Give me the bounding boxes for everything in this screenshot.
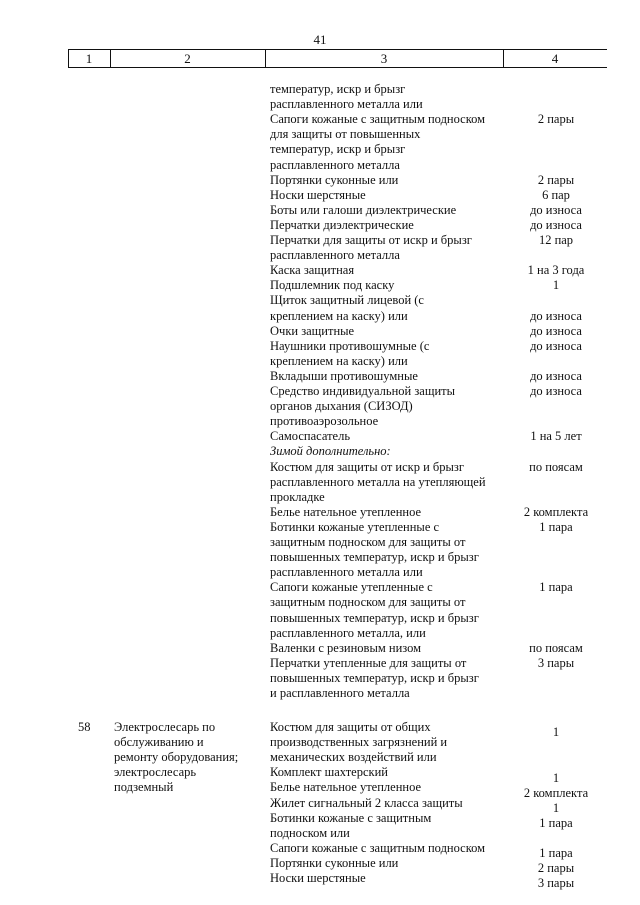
item-quantity: 1	[552, 770, 560, 785]
item-text-line: Костюм для защиты от общих	[270, 720, 431, 734]
item-text-line: и расплавленного металла	[270, 686, 410, 700]
item-text-line: расплавленного металла или	[270, 565, 423, 580]
item-text-line: Самоспасатель	[270, 429, 351, 444]
item-text-line: Костюм для защиты от искр и брызг	[270, 459, 465, 474]
header-col-3: 3	[380, 51, 388, 66]
item-quantity: 1 на 3 года	[527, 263, 585, 278]
item-text-line: Вкладыши противошумные	[270, 368, 418, 383]
item-text-line: Зимой дополнительно:	[270, 444, 391, 459]
item-quantity: по поясам	[529, 459, 583, 474]
profession-line: ремонту оборудования;	[114, 750, 239, 765]
item-text-line: расплавленного металла или	[270, 97, 423, 112]
item-text-line: Щиток защитный лицевой (с	[270, 293, 424, 308]
item-text-line: Валенки с резиновым низом	[270, 640, 422, 655]
item-text-line: Ботинки кожаные утепленные с	[270, 519, 440, 534]
item-text-line: Перчатки утепленные для защиты от	[270, 655, 467, 670]
item-quantity: 1 пара	[539, 846, 573, 861]
profession-line: подземный	[114, 780, 174, 795]
item-quantity: 1 на 5 лет	[530, 429, 582, 444]
item-quantity: до износа	[530, 338, 582, 353]
item-text-line: Перчатки для защиты от искр и брызг	[270, 233, 472, 247]
header-col-2: 2	[184, 51, 191, 66]
item-text-line: креплением на каску) или	[270, 353, 408, 368]
item-quantity: до износа	[530, 368, 582, 383]
page-number: 41	[313, 32, 327, 47]
header-col-4: 4	[551, 51, 559, 66]
item-quantity: 2 комплекта	[523, 504, 589, 519]
item-text-line: Белье нательное утепленное	[270, 504, 422, 519]
item-text-line: механических воздействий или	[270, 750, 437, 765]
item-quantity: 1 пара	[539, 580, 573, 595]
item-text-line: повышенных температур, искр и брызг	[270, 610, 479, 625]
item-quantity: по поясам	[529, 640, 583, 655]
item-quantity: 2 пары	[537, 112, 575, 127]
item-text-line: Средство индивидуальной защиты	[270, 384, 456, 398]
item-quantity: до износа	[530, 217, 582, 232]
item-text-line: температур, искр и брызг	[270, 82, 406, 96]
item-text-line: Перчатки диэлектрические	[270, 217, 414, 232]
item-text-line: Портянки суконные или	[270, 855, 399, 870]
item-quantity: 6 пар	[542, 187, 570, 202]
item-text-line: Сапоги кожаные с защитным подноском	[270, 840, 486, 855]
item-text-line: расплавленного металла	[270, 248, 400, 263]
item-quantity: до износа	[530, 308, 582, 323]
item-text-line: расплавленного металла на утепляющей	[270, 474, 486, 489]
table-header	[68, 49, 607, 68]
header-col-1: 1	[85, 51, 93, 66]
item-quantity: 1	[552, 278, 560, 293]
item-text-line: Сапоги кожаные с защитным подноском	[270, 112, 486, 127]
item-quantity: 1 пара	[539, 815, 573, 830]
item-text-line: Боты или галоши диэлектрические	[270, 202, 457, 217]
item-text-line: Подшлемник под каску	[270, 278, 395, 293]
item-text-line: защитным подноском для защиты от	[270, 595, 466, 610]
profession-line: электрослесарь	[114, 765, 197, 780]
item-quantity: до износа	[530, 202, 582, 217]
item-quantity: 2 пары	[537, 861, 575, 876]
item-quantity: до износа	[530, 323, 582, 338]
item-text-line: Ботинки кожаные с защитным	[270, 810, 432, 825]
item-text-line: Сапоги кожаные утепленные с	[270, 580, 433, 595]
item-quantity: 12 пар	[538, 233, 574, 247]
item-quantity: 1	[552, 800, 560, 815]
profession-line: обслуживанию и	[114, 735, 204, 750]
item-quantity: до износа	[530, 384, 582, 398]
item-text-line: производственных загрязнений и	[270, 735, 448, 750]
profession-line: Электрослесарь по	[114, 720, 216, 734]
item-text-line: Белье нательное утепленное	[270, 780, 422, 795]
item-text-line: Каска защитная	[270, 263, 355, 278]
item-text-line: температур, искр и брызг	[270, 142, 406, 157]
item-text-line: Портянки суконные или	[270, 172, 399, 187]
item-text-line: противоаэрозольное	[270, 414, 379, 429]
item-text-line: повышенных температур, искр и брызг	[270, 670, 479, 685]
row-number: 58	[78, 720, 91, 734]
item-text-line: подноском или	[270, 825, 350, 840]
item-quantity: 2 комплекта	[523, 785, 589, 800]
item-quantity: 3 пары	[537, 655, 575, 670]
item-text-line: расплавленного металла, или	[270, 625, 426, 640]
item-quantity: 2 пары	[537, 172, 575, 187]
item-text-line: Комплект шахтерский	[270, 765, 388, 780]
item-text-line: прокладке	[270, 489, 325, 504]
item-quantity: 1	[552, 725, 560, 740]
item-text-line: Наушники противошумные (с	[270, 338, 430, 353]
item-text-line: Очки защитные	[270, 323, 355, 338]
item-text-line: повышенных температур, искр и брызг	[270, 550, 479, 565]
item-text-line: Носки шерстяные	[270, 871, 366, 885]
item-text-line: Носки шерстяные	[270, 187, 366, 202]
item-text-line: для защиты от повышенных	[270, 127, 421, 142]
item-quantity: 1 пара	[539, 519, 573, 534]
item-text-line: расплавленного металла	[270, 157, 400, 172]
item-text-line: Жилет сигнальный 2 класса защиты	[270, 795, 463, 810]
item-quantity: 3 пары	[537, 876, 575, 891]
item-text-line: органов дыхания (СИЗОД)	[270, 399, 413, 414]
item-text-line: креплением на каску) или	[270, 308, 408, 323]
item-text-line: защитным подноском для защиты от	[270, 535, 466, 549]
